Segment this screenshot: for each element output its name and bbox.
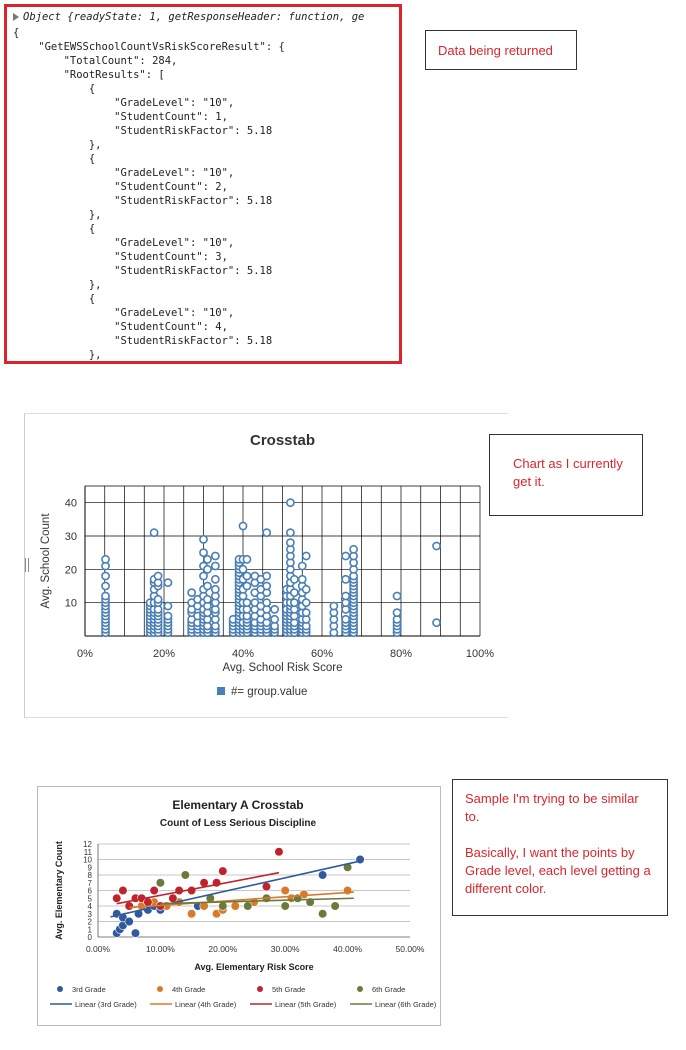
data-point [243,902,252,911]
data-point [204,596,211,603]
data-point [263,599,270,606]
data-point [151,529,158,536]
x-tick-label: 10.00% [145,944,175,954]
data-point [243,572,250,579]
data-point [164,612,171,619]
note-text: Sample I'm trying to be similar to. [465,791,639,824]
legend-label: 6th Grade [372,985,406,994]
y-tick-label: 40 [64,497,77,510]
legend-trend-label: Linear (3rd Grade) [75,1000,137,1009]
y-axis-title: Avg. Elementary Count [54,841,64,940]
x-tick-label: 0% [77,648,93,660]
data-point [331,902,340,911]
data-point [291,589,298,596]
current-chart [24,413,508,718]
data-point [204,582,211,589]
data-point [150,886,159,895]
x-axis-title: Avg. School Risk Score [222,662,343,674]
y-tick-label: 10 [83,855,92,865]
legend-label: 5th Grade [272,985,306,994]
y-tick-label: 9 [87,863,92,873]
sample-chart [37,786,441,1026]
data-point [243,582,250,589]
data-point [219,902,228,911]
y-tick-label: 1 [87,925,92,935]
note-data-returned [425,30,577,70]
y-tick-label: 2 [87,917,92,927]
console-output-panel [4,4,402,364]
data-point [275,847,284,856]
data-point [318,871,327,880]
data-point [262,882,271,891]
data-point [212,552,219,559]
legend-marker [157,986,163,992]
data-point [433,542,440,549]
data-point [187,909,196,918]
y-tick-label: 20 [64,564,77,577]
elementary-chart-svg [38,787,440,1025]
data-point [263,529,270,536]
x-tick-label: 20% [152,648,176,660]
legend-trend-label: Linear (6th Grade) [375,1000,437,1009]
data-point [212,562,219,569]
data-point [287,539,294,546]
data-point [181,871,190,880]
data-point [291,576,298,583]
legend-label: #= group.value [231,686,308,698]
data-point [299,562,306,569]
data-point [330,602,337,609]
y-tick-label: 3 [87,909,92,919]
chart-subtitle: Count of Less Serious Discipline [159,818,317,829]
data-point [299,576,306,583]
console-header-text: Object {readyState: 1, getResponseHeader: function, ge [23,11,365,23]
data-point [243,599,250,606]
data-point [212,576,219,583]
data-point [342,592,349,599]
data-point [342,552,349,559]
data-point [287,529,294,536]
json-text: { "GetEWSSchoolCountVsRiskScoreResult": { "TotalCount": 284, "RootResults": [ { "GradeLevel": "10", "StudentCount": 1, "StudentRiskFactor": 5.18 }, { "GradeLevel": "10", "StudentCount": 2, "StudentRiskFactor": 5.18 }, { "GradeLevel": "10", "StudentCount": 3, "StudentRiskFactor": 5.18 }, { "GradeLevel": "10", "StudentCount": 4, "StudentRiskFactor": 5.18 }, [13,27,285,361]
y-tick-label: 5 [87,894,92,904]
y-tick-label: 4 [87,902,92,911]
note-text: Chart as I currently get it. [513,456,623,489]
x-tick-label: 50.00% [395,944,425,954]
data-point [102,582,109,589]
legend-marker [257,986,263,992]
data-point [303,609,310,616]
data-point [125,902,134,911]
x-tick-label: 20.00% [208,944,238,954]
data-point [303,552,310,559]
data-point [342,576,349,583]
data-point [263,582,270,589]
data-point [393,609,400,616]
data-point [239,522,246,529]
data-point [303,586,310,593]
data-point [188,589,195,596]
x-tick-label: 0.00% [85,944,111,954]
y-tick-label: 10 [64,597,77,610]
data-point [164,602,171,609]
data-point [102,592,109,599]
note-text: Basically, I want the points by Grade level, each level getting a different color. [465,845,651,896]
x-tick-label: 40.00% [333,944,363,954]
legend-marker [57,986,63,992]
y-tick-label: 30 [64,531,77,543]
y-tick-label: 12 [83,840,92,849]
data-point [204,566,211,573]
data-point [342,616,349,623]
data-point [119,886,128,895]
data-point [350,546,357,553]
data-point [102,572,109,579]
note-sample [452,779,668,916]
expand-triangle-icon[interactable] [13,13,19,21]
data-point [271,606,278,613]
data-point [291,599,298,606]
data-point [204,556,211,563]
data-point [231,902,240,911]
data-point [102,556,109,563]
data-point [303,599,310,606]
data-point [144,898,153,907]
data-point [169,894,178,903]
chart-title: Crosstab [249,432,316,449]
data-point [154,572,161,579]
note-current-chart [489,434,643,516]
note-text: Data being returned [438,43,553,58]
x-tick-label: 80% [389,648,413,660]
data-point [154,596,161,603]
data-point [343,886,352,895]
legend-swatch [217,687,225,695]
data-point [281,886,290,895]
data-point [125,917,134,926]
data-point [393,592,400,599]
data-point [318,909,327,918]
y-axis-title: Avg. School Count [40,513,52,609]
data-point [212,586,219,593]
y-tick-label: 7 [87,878,92,888]
data-point [433,619,440,626]
x-tick-label: 40% [231,648,255,660]
data-point [281,902,290,911]
data-point [156,878,165,887]
y-tick-label: 6 [87,886,92,896]
legend-marker [357,986,363,992]
data-point [243,556,250,563]
legend-trend-label: Linear (5th Grade) [275,1000,337,1009]
console-header[interactable] [13,10,364,24]
x-axis-title: Avg. Elementary Risk Score [194,962,314,972]
data-point [131,929,140,938]
data-point [112,894,121,903]
data-point [263,572,270,579]
x-tick-label: 100% [465,648,495,660]
x-tick-label: 30.00% [270,944,300,954]
data-point [271,616,278,623]
y-tick-label: 8 [87,871,92,880]
data-point [200,536,207,543]
x-tick-label: 60% [310,648,334,660]
y-tick-label: 11 [83,847,92,857]
legend-label: 3rd Grade [72,985,106,994]
legend-label: 4th Grade [172,985,206,994]
data-point [287,499,294,506]
y-tick-label: 0 [87,933,92,942]
legend-trend-label: Linear (4th Grade) [175,1000,237,1009]
crosstab-chart-svg [25,414,508,717]
chart-title: Elementary A Crosstab [172,798,304,812]
data-point [219,867,228,876]
data-point [164,579,171,586]
